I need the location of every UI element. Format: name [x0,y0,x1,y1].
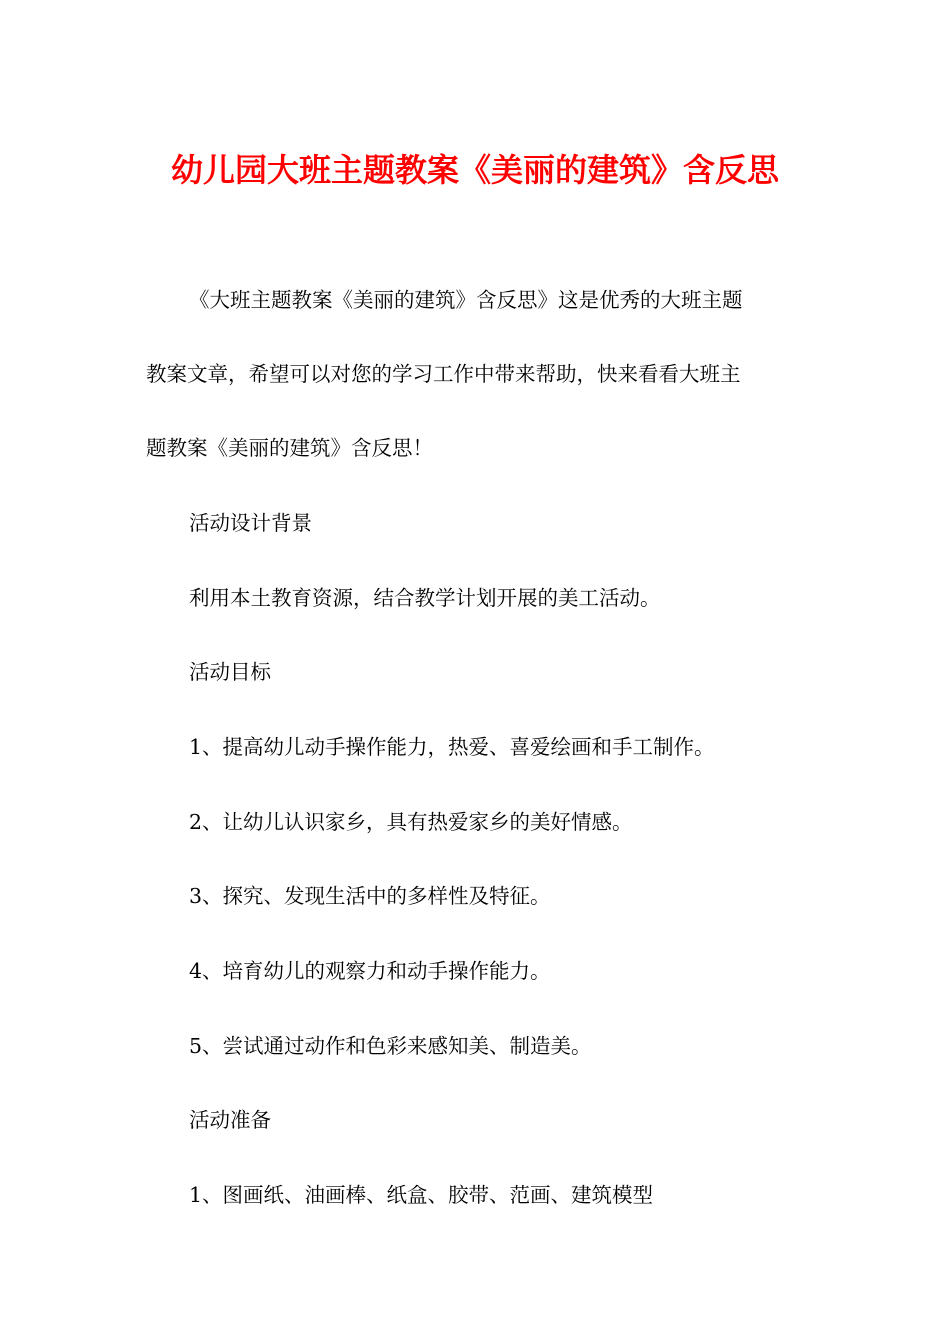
preparation-item-1: 1、图画纸、油画棒、纸盒、胶带、范画、建筑模型 [189,1183,654,1207]
goal-item-5: 5、尝试通过动作和色彩来感知美、制造美。 [189,1034,592,1058]
goal-item-4: 4、培育幼儿的观察力和动手操作能力。 [189,959,551,983]
goal-item-2: 2、让幼儿认识家乡，具有热爱家乡的美好情感。 [189,810,633,834]
intro-line-2: 教案文章，希望可以对您的学习工作中带来帮助，快来看看大班主 [146,362,741,386]
intro-line-1: 《大班主题教案《美丽的建筑》含反思》这是优秀的大班主题 [189,288,743,312]
section-heading-preparation: 活动准备 [189,1108,271,1132]
goal-item-1: 1、提高幼儿动手操作能力，热爱、喜爱绘画和手工制作。 [189,735,715,759]
intro-line-3: 题教案《美丽的建筑》含反思！ [146,436,433,460]
goal-item-3: 3、探究、发现生活中的多样性及特征。 [189,884,551,908]
section-heading-goals: 活动目标 [189,660,271,684]
document-title: 幼儿园大班主题教案《美丽的建筑》含反思 [170,151,779,189]
section-heading-background: 活动设计背景 [189,511,312,535]
paragraph-background: 利用本土教育资源，结合教学计划开展的美工活动。 [189,586,661,610]
